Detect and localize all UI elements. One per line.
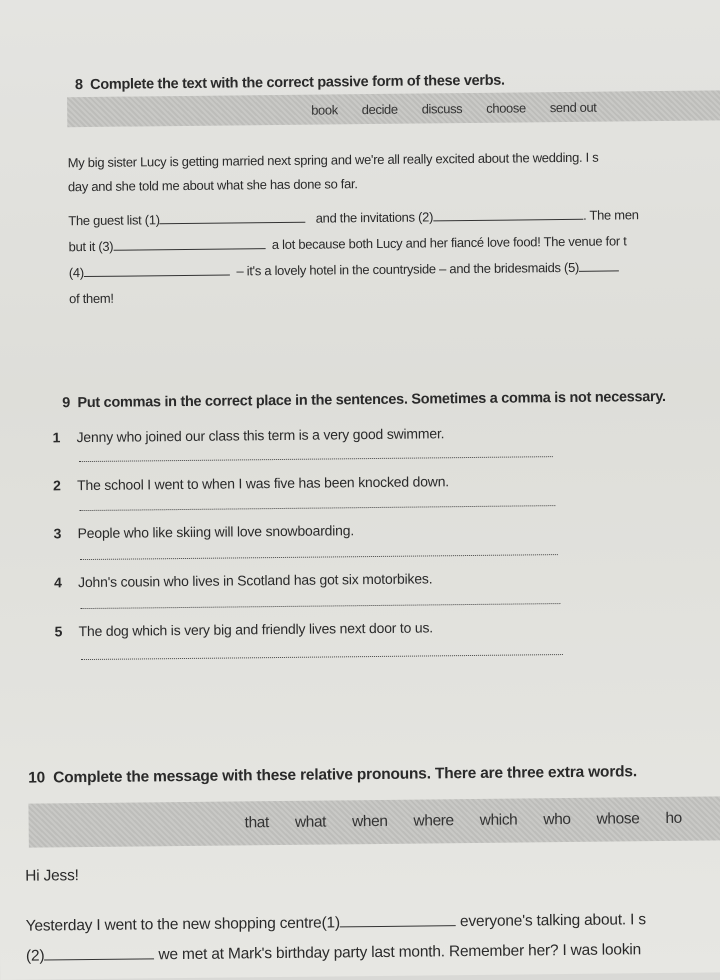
gap-2-blank[interactable] xyxy=(433,219,583,222)
message-line-1: Yesterday I went to the new shopping centre(1) everyone's talking about. I s xyxy=(25,911,646,935)
gap-4-blank[interactable] xyxy=(84,275,230,278)
word-what: what xyxy=(294,813,327,831)
ex9-item-5: 5 The dog which is very big and friendly lives next door to us. xyxy=(54,619,434,640)
word-choose: choose xyxy=(486,99,526,116)
ex8-text-line-2: day and she told me about what she has done so far. xyxy=(67,176,358,195)
message-greeting: Hi Jess! xyxy=(25,867,79,885)
ex9-answer-line-4[interactable] xyxy=(80,603,560,609)
ex9-answer-line-3[interactable] xyxy=(80,554,558,560)
ex8-text-line-5: (4) – it's a lovely hotel in the countryside – and the bridesmaids (5) xyxy=(69,259,619,280)
word-ho-partial: ho xyxy=(665,809,682,827)
word-when: when xyxy=(351,812,388,831)
ex9-item-1: 1 Jenny who joined our class this term is a very good swimmer. xyxy=(52,425,445,446)
word-that: that xyxy=(244,814,269,832)
ex8-text-line-6: of them! xyxy=(69,290,114,307)
ex8-text-line-4: but it (3) a lot because both Lucy and her fiancé love food! The venue for t xyxy=(68,233,627,255)
ex9-item-2: 2 The school I went to when I was five has been knocked down. xyxy=(53,473,450,494)
ex9-answer-line-2[interactable] xyxy=(79,505,555,511)
word-who: who xyxy=(543,810,571,829)
word-send-out: send out xyxy=(549,99,597,115)
ex10-gap-1-blank[interactable] xyxy=(340,925,456,927)
ex9-item-4: 4 John's cousin who lives in Scotland has got six motorbikes. xyxy=(54,570,433,591)
gap-3-blank[interactable] xyxy=(113,248,265,251)
word-discuss: discuss xyxy=(421,100,463,116)
gap-1-blank[interactable] xyxy=(160,222,306,225)
ex9-answer-line-5[interactable] xyxy=(81,654,563,660)
word-whose: whose xyxy=(596,810,640,828)
exercise-9-title: 9 Put commas in the correct place in the sentences. Sometimes a comma is not necessary. xyxy=(62,388,666,412)
ex8-text-line-3: The guest list (1) and the invitations (2) . The men xyxy=(68,207,639,229)
ex8-word-box xyxy=(67,90,720,127)
exercise-8-title: 8 Complete the text with the correct passive form of these verbs. xyxy=(74,72,505,94)
ex10-word-box xyxy=(28,796,720,848)
word-book: book xyxy=(311,101,338,118)
word-which: which xyxy=(479,811,518,829)
message-line-2: (2) we met at Mark's birthday party last month. Remember her? I was lookin xyxy=(25,941,642,965)
gap-5-blank[interactable] xyxy=(579,270,619,271)
exercise-10-title: 10 Complete the message with these relative pronouns. There are three extra words. xyxy=(28,763,638,787)
ex9-answer-line-1[interactable] xyxy=(79,456,553,462)
word-decide: decide xyxy=(361,101,398,117)
ex8-text-line-1: My big sister Lucy is getting married next spring and we're all really excited about the wedding. I s xyxy=(67,149,599,171)
ex10-gap-2-blank[interactable] xyxy=(44,958,154,960)
ex9-item-3: 3 People who like skiing will love snowboarding. xyxy=(53,522,355,542)
word-where: where xyxy=(413,812,454,830)
